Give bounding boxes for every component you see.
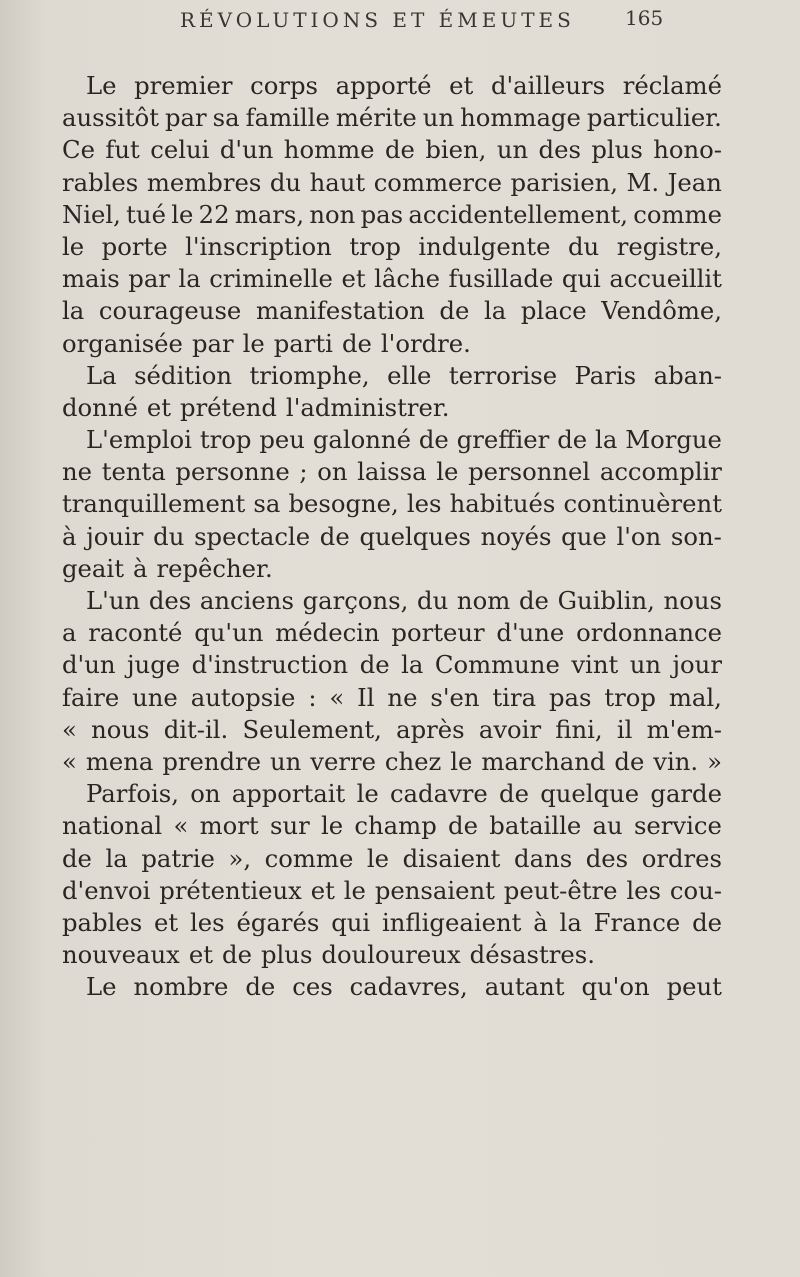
text-line: rables membres du haut commerce parisien, M. Jean [62,167,722,197]
text-line: Ce fut celui d'un homme de bien, un des plus hono- [62,135,722,165]
text-line: geait à repêcher. [62,553,273,583]
text-line: à jouir du spectacle de quelques noyés que l'on son- [62,521,722,551]
text-line: le porte l'inscription trop indulgente du registre, [62,231,722,261]
body-text [62,70,722,1003]
text-line: la courageuse manifestation de la place Vendôme, [62,296,722,326]
text-line: mais par la criminelle et lâche fusillade qui accueillit [62,264,722,294]
text-line: Le premier corps apporté et d'ailleurs réclamé [86,71,722,100]
text-line: Parfois, on apportait le cadavre de quelque garde [86,779,722,809]
text-line: a raconté qu'un médecin porteur d'une ordonnance [62,618,722,648]
text-line: tranquillement sa besogne, les habitués continuèrent [62,489,722,519]
text-line: ne tenta personne ; on laissa le personnel accomplir [62,457,722,487]
text-line: « mena prendre un verre chez le marchand de vin. » [62,746,722,776]
text-line: La sédition triomphe, elle terrorise Paris aban- [86,360,722,390]
text-line: « nous dit-il. Seulement, après avoir fini, il m'em- [62,714,722,744]
text-line: national « mort sur le champ de bataille au service [62,811,722,841]
text-line: aussitôt par sa famille mérite un hommage particulier. [62,103,722,133]
text-line: pables et les égarés qui infligeaient à la France de [62,907,722,937]
text-line: nouveaux et de plus douloureux désastres. [62,940,595,970]
text-line: de la patrie », comme le disaient dans des ordres [62,843,722,873]
text-line: d'un juge d'instruction de la Commune vint un jour [62,650,722,680]
text-line: L'un des anciens garçons, du nom de Guiblin, nous [86,586,722,615]
text-line: L'emploi trop peu galonné de greffier de la Morgue [86,425,722,455]
text-line: donné et prétend l'administrer. [62,392,450,422]
text-line: organisée par le parti de l'ordre. [62,328,471,358]
text-line: Le nombre de ces cadavres, autant qu'on peut [86,972,722,1002]
page-number: 165 [625,6,664,30]
text-line: Niel, tué le 22 mars, non pas accidentellement, comme [62,199,722,229]
text-line: d'envoi prétentieux et le pensaient peut-être les cou- [62,875,722,905]
text-line: faire une autopsie : « Il ne s'en tira pas trop mal, [62,682,722,712]
running-head: RÉVOLUTIONS ET ÉMEUTES [180,8,575,32]
